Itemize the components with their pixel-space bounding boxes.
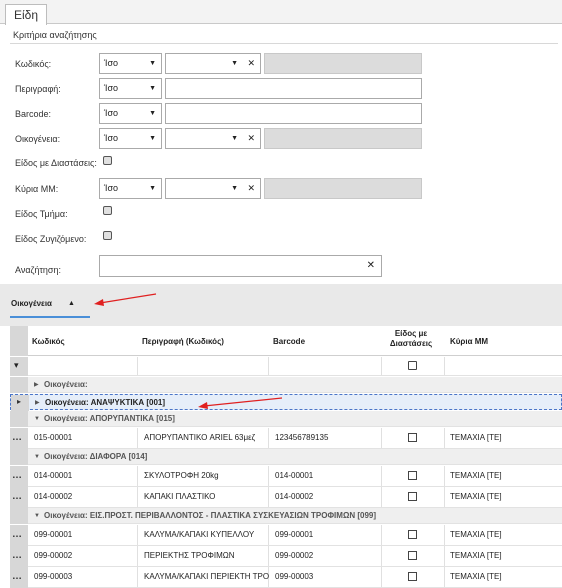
table-row[interactable]: [10, 546, 562, 567]
row-indicator: [10, 525, 28, 546]
group-row[interactable]: [10, 411, 562, 427]
family-value-select[interactable]: [165, 128, 261, 149]
cell-main-unit: ΤΕΜΑΧΙΑ [ΤΕ]: [450, 551, 502, 560]
cell-code: 099-00003: [28, 567, 138, 587]
close-icon[interactable]: ✕: [247, 133, 255, 143]
cell-code: 015-00001: [28, 428, 138, 448]
cell-dimensions: [382, 466, 445, 486]
family-description-display: [264, 128, 422, 149]
group-row-indicator: [10, 449, 28, 465]
cell-barcode: 014-00002: [269, 487, 382, 507]
group-row-indicator: [11, 395, 29, 411]
cell-description: ΚΑΠΑΚΙ ΠΛΑΣΤΙΚΟ: [138, 487, 269, 507]
group-row-indicator: [10, 411, 28, 427]
cell-description: ΠΕΡΙΕΚΤΗΣ ΤΡΟΦΙΜΩΝ: [138, 546, 269, 566]
annotation-arrow-icon: [196, 396, 284, 410]
cell-main-unit: ΤΕΜΑΧΙΑ [ΤΕ]: [450, 572, 502, 581]
row-indicator: [10, 546, 28, 567]
row-menu-icon[interactable]: …: [12, 491, 22, 502]
filter-cell-dimensions[interactable]: [382, 357, 445, 375]
dimensions-row-checkbox[interactable]: [408, 433, 417, 442]
code-operator-value: Ίσο: [104, 58, 119, 68]
dimensions-row-checkbox[interactable]: [408, 572, 417, 581]
department-checkbox[interactable]: [103, 206, 112, 215]
code-label: Κωδικός:: [15, 59, 52, 69]
cell-barcode: 099-00001: [269, 525, 382, 545]
tab-bar: [0, 0, 562, 24]
row-indicator: [10, 466, 28, 487]
filter-icon: ▾: [14, 360, 19, 370]
filter-indicator: [10, 357, 28, 376]
department-label: Είδος Τμήμα:: [15, 209, 68, 219]
description-input[interactable]: [165, 78, 422, 99]
group-row-label: Οικογένεια: ΑΠΟΡΥΠΑΝΤΙΚΑ [015]: [44, 414, 175, 423]
close-icon[interactable]: ✕: [247, 58, 255, 68]
dimensions-checkbox[interactable]: [103, 156, 112, 165]
code-value-select[interactable]: [165, 53, 261, 74]
cell-main-unit: ΤΕΜΑΧΙΑ [ΤΕ]: [450, 433, 502, 442]
criteria-title: Κριτήρια αναζήτησης: [13, 30, 97, 40]
dimensions-label: Είδος με Διαστάσεις:: [15, 158, 97, 168]
column-header-code[interactable]: Κωδικός: [32, 337, 65, 346]
row-menu-icon[interactable]: …: [12, 529, 22, 540]
row-indicator: [10, 487, 28, 508]
expand-group-icon[interactable]: ▶: [34, 382, 39, 388]
cell-dimensions: [382, 567, 445, 587]
row-menu-icon[interactable]: …: [12, 571, 22, 582]
table-row[interactable]: [10, 567, 562, 588]
cell-barcode: 099-00002: [269, 546, 382, 566]
family-operator-value: Ίσο: [104, 133, 119, 143]
criteria-divider: [10, 43, 558, 44]
group-row[interactable]: [10, 394, 562, 410]
table-row[interactable]: [10, 428, 562, 449]
tab-items[interactable]: Είδη: [5, 4, 47, 25]
caret-down-icon: ▼: [149, 135, 156, 142]
table-row[interactable]: [10, 466, 562, 487]
column-header-description[interactable]: Περιγραφή (Κωδικός): [142, 337, 224, 346]
items-grid: [10, 326, 562, 582]
group-row-label: Οικογένεια:: [44, 380, 88, 389]
table-row[interactable]: [10, 487, 562, 508]
header-indicator: [10, 326, 28, 356]
collapse-group-icon[interactable]: ▼: [34, 454, 40, 460]
caret-down-icon: ▼: [149, 60, 156, 67]
barcode-label: Barcode:: [15, 109, 52, 119]
weighed-checkbox[interactable]: [103, 231, 112, 240]
row-menu-icon[interactable]: …: [12, 470, 22, 481]
barcode-operator-select[interactable]: [99, 103, 162, 124]
cell-code: 014-00001: [28, 466, 138, 486]
cell-dimensions: [382, 428, 445, 448]
dimensions-row-checkbox[interactable]: [408, 492, 417, 501]
group-row[interactable]: [10, 377, 562, 393]
caret-down-icon[interactable]: ▼: [231, 60, 238, 67]
collapse-group-icon[interactable]: ▼: [34, 416, 40, 422]
barcode-operator-value: Ίσο: [104, 108, 119, 118]
cell-code: 014-00002: [28, 487, 138, 507]
column-header-main-unit[interactable]: Κύρια ΜΜ: [450, 337, 489, 346]
group-chip-label: Οικογένεια: [11, 299, 52, 308]
dimensions-row-checkbox[interactable]: [408, 551, 417, 560]
row-menu-icon[interactable]: …: [12, 432, 22, 443]
cell-dimensions: [382, 546, 445, 566]
barcode-input[interactable]: [165, 103, 422, 124]
main-unit-operator-value: Ίσο: [104, 183, 119, 193]
cell-main-unit: ΤΕΜΑΧΙΑ [ΤΕ]: [450, 530, 502, 539]
cell-description: ΚΑΛΥΜΑ/ΚΑΠΑΚΙ ΠΕΡΙΕΚΤΗ ΤΡΟ: [138, 567, 269, 587]
filter-cell-description[interactable]: [138, 357, 269, 375]
description-operator-value: Ίσο: [104, 83, 119, 93]
group-row[interactable]: [10, 449, 562, 465]
row-indicator: [10, 567, 28, 588]
cell-dimensions: [382, 525, 445, 545]
group-row-label: Οικογένεια: ΔΙΑΦΟΡΑ [014]: [44, 452, 148, 461]
filter-row: [10, 357, 562, 376]
family-operator-select[interactable]: [99, 128, 162, 149]
table-row[interactable]: [10, 525, 562, 546]
caret-down-icon: ▼: [149, 110, 156, 117]
cell-code: 099-00002: [28, 546, 138, 566]
group-row[interactable]: [10, 508, 562, 524]
close-icon[interactable]: ✕: [247, 183, 255, 193]
sort-ascending-icon[interactable]: ▲: [68, 300, 75, 307]
column-header-dimensions[interactable]: Είδος με Διαστάσεις: [389, 329, 433, 348]
dimensions-row-checkbox[interactable]: [408, 530, 417, 539]
current-row-icon: ▸: [17, 397, 22, 406]
family-label: Οικογένεια:: [15, 134, 61, 144]
group-row-label: Οικογένεια: ΑΝΑΨΥΚΤΙΚΑ [001]: [45, 398, 166, 407]
filter-cell-main-unit[interactable]: [445, 357, 562, 375]
row-indicator: [10, 428, 28, 449]
filter-cell-code[interactable]: [28, 357, 138, 375]
dimensions-row-checkbox[interactable]: [408, 471, 417, 480]
main-unit-description-display: [264, 178, 422, 199]
cell-barcode: 123456789135: [269, 428, 382, 448]
caret-down-icon[interactable]: ▼: [231, 135, 238, 142]
group-by-family-chip[interactable]: [10, 292, 90, 318]
group-row-label: Οικογένεια: ΕΙΣ.ΠΡΟΣΤ. ΠΕΡΙΒΑΛΛΟΝΤΟΣ - ΠΛΑΣΤΙΚΑ ΣΥΣΚΕΥΑΣΙΩΝ ΤΡΟΦΙΜΩΝ [099]: [44, 511, 377, 520]
cell-barcode: 099-00003: [269, 567, 382, 587]
cell-code: 099-00001: [28, 525, 138, 545]
filter-checkbox[interactable]: [408, 361, 417, 370]
cell-description: ΣΚΥΛΟΤΡΟΦΗ 20kg: [138, 466, 269, 486]
grid-header: [10, 326, 562, 356]
cell-description: ΚΑΛΥΜΑ/ΚΑΠΑΚΙ ΚΥΠΕΛΛΟΥ: [138, 525, 269, 545]
code-operator-select[interactable]: [99, 53, 162, 74]
cell-main-unit: ΤΕΜΑΧΙΑ [ΤΕ]: [450, 492, 502, 501]
cell-description: ΑΠΟΡΥΠΑΝΤΙΚΟ ARIEL 63μεζ: [138, 428, 269, 448]
group-row-indicator: [10, 508, 28, 524]
cell-barcode: 014-00001: [269, 466, 382, 486]
expand-group-icon[interactable]: ▶: [35, 400, 40, 406]
collapse-group-icon[interactable]: ▼: [34, 513, 40, 519]
search-input[interactable]: [99, 255, 382, 277]
search-label: Αναζήτηση:: [15, 265, 61, 275]
column-header-barcode[interactable]: Barcode: [273, 337, 306, 346]
caret-down-icon: ▼: [149, 185, 156, 192]
weighed-label: Είδος Ζυγιζόμενο:: [15, 234, 87, 244]
description-label: Περιγραφή:: [15, 84, 61, 94]
code-description-display: [264, 53, 422, 74]
cell-main-unit: ΤΕΜΑΧΙΑ [ΤΕ]: [450, 471, 502, 480]
description-operator-select[interactable]: [99, 78, 162, 99]
group-row-indicator: [10, 377, 28, 393]
main-unit-operator-select[interactable]: [99, 178, 162, 199]
annotation-arrow-icon: [92, 292, 158, 306]
cell-dimensions: [382, 487, 445, 507]
main-unit-value-select[interactable]: [165, 178, 261, 199]
row-menu-icon[interactable]: …: [12, 550, 22, 561]
caret-down-icon: ▼: [149, 85, 156, 92]
caret-down-icon[interactable]: ▼: [231, 185, 238, 192]
close-icon[interactable]: ✕: [366, 260, 375, 271]
filter-cell-barcode[interactable]: [269, 357, 382, 375]
main-unit-label: Κύρια ΜΜ:: [15, 184, 59, 194]
